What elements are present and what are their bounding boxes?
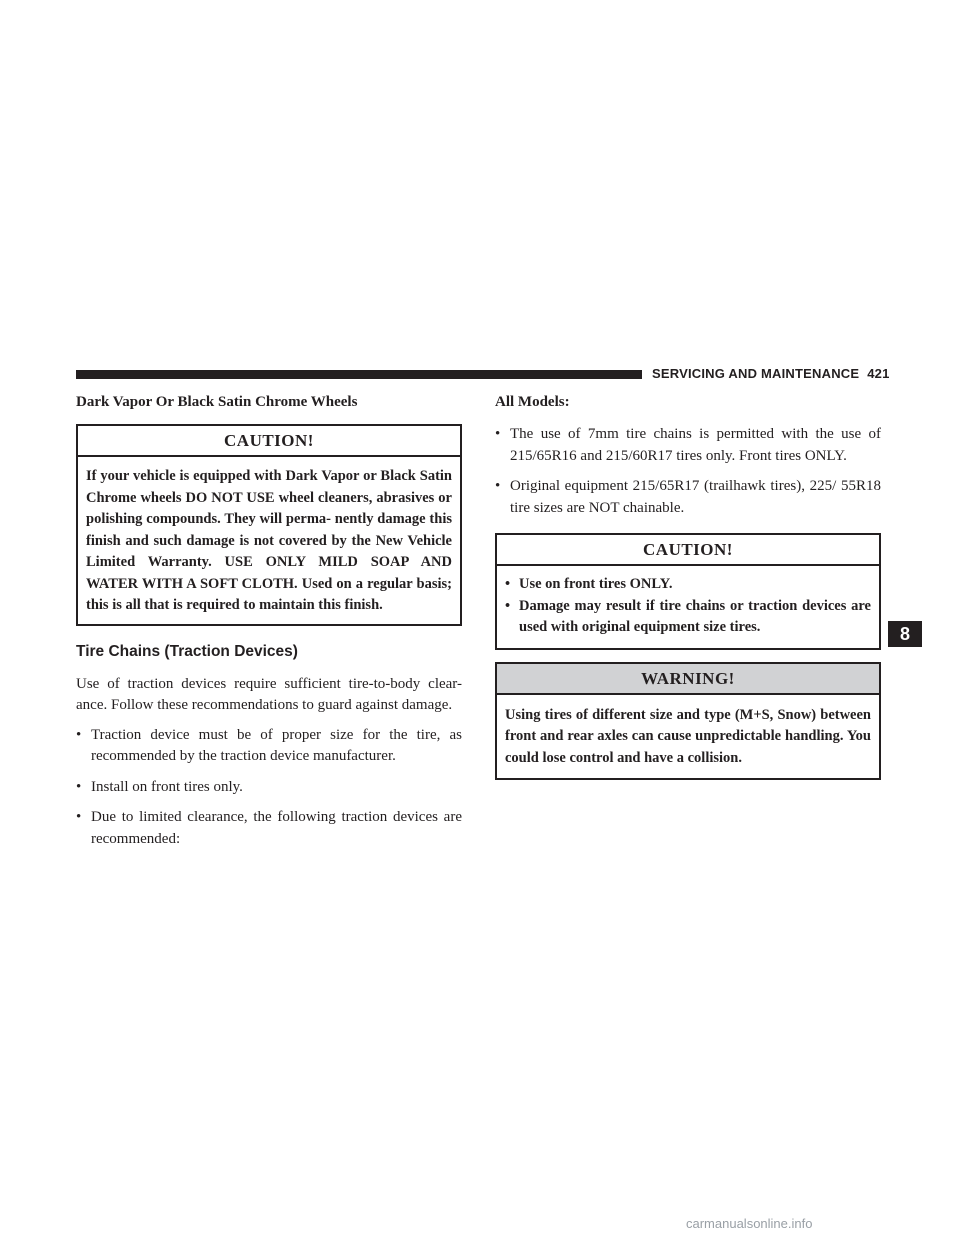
footer-watermark: carmanualsonline.info (686, 1216, 813, 1231)
section-title: SERVICING AND MAINTENANCE (652, 366, 860, 381)
caution-title: CAUTION! (78, 426, 460, 457)
running-header (652, 366, 890, 381)
right-column (495, 392, 881, 780)
left-column (76, 392, 462, 859)
all-models-bullets (495, 424, 881, 519)
list-item: • Install on front tires only. (76, 777, 462, 799)
caution-box-chains (495, 533, 881, 650)
bullet-icon: • (76, 778, 82, 795)
bullet-icon: • (505, 576, 511, 592)
page-number: 421 (867, 366, 890, 381)
list-item: • The use of 7mm tire chains is permitted with the use of 215/65R16 and 215/60R17 tires only. Front tires ONLY. (495, 426, 881, 464)
tire-chains-paragraph: Use of traction devices require sufficient tire-to-body clear- ance. Follow these recommendations to guard against damage. (76, 675, 462, 713)
caution-box-wheels (76, 424, 462, 626)
caution-text: If your vehicle is equipped with Dark Vapor or Black Satin Chrome wheels DO NOT USE wheel cleaners, abrasives or polishing compounds. They will perma- nently damage this finish and such damage is not covered by the New Vehicle Limited Warranty. USE ONLY MILD SOAP AND WATER WITH A SOFT CLOTH. Used on a regular basis; this is all that is required to maintain this finish. (86, 468, 452, 613)
list-item: • Damage may result if tire chains or traction devices are used with original equipment size tires. (505, 597, 871, 635)
caution-list (497, 566, 879, 648)
warning-box (495, 662, 881, 781)
bullet-icon: • (76, 809, 82, 825)
list-item: • Original equipment 215/65R17 (trailhawk tires), 225/ 55R18 tire sizes are NOT chainable. (495, 478, 881, 516)
warning-title: WARNING! (497, 664, 879, 695)
bullet-icon: • (495, 478, 501, 494)
tire-chains-heading: Tire Chains (Traction Devices) (76, 642, 298, 660)
wheels-subheading: Dark Vapor Or Black Satin Chrome Wheels (76, 394, 358, 410)
caution-title: CAUTION! (497, 535, 879, 566)
tire-chains-bullets (76, 725, 462, 851)
all-models-subheading: All Models: (495, 394, 570, 410)
bullet-icon: • (76, 726, 82, 743)
warning-text: Using tires of different size and type (M+S, Snow) between front and rear axles can cause unpredictable handling. You could lose control and have a collision. (505, 706, 871, 766)
header-rule (76, 370, 642, 379)
bullet-icon: • (495, 426, 501, 442)
bullet-icon: • (505, 597, 511, 614)
list-item: • Traction device must be of proper size for the tire, as recommended by the traction device manufacturer. (76, 726, 462, 764)
list-item: • Use on front tires ONLY. (505, 574, 871, 596)
list-item: • Due to limited clearance, the following traction devices are recommended: (76, 809, 462, 847)
chapter-tab: 8 (888, 621, 922, 647)
